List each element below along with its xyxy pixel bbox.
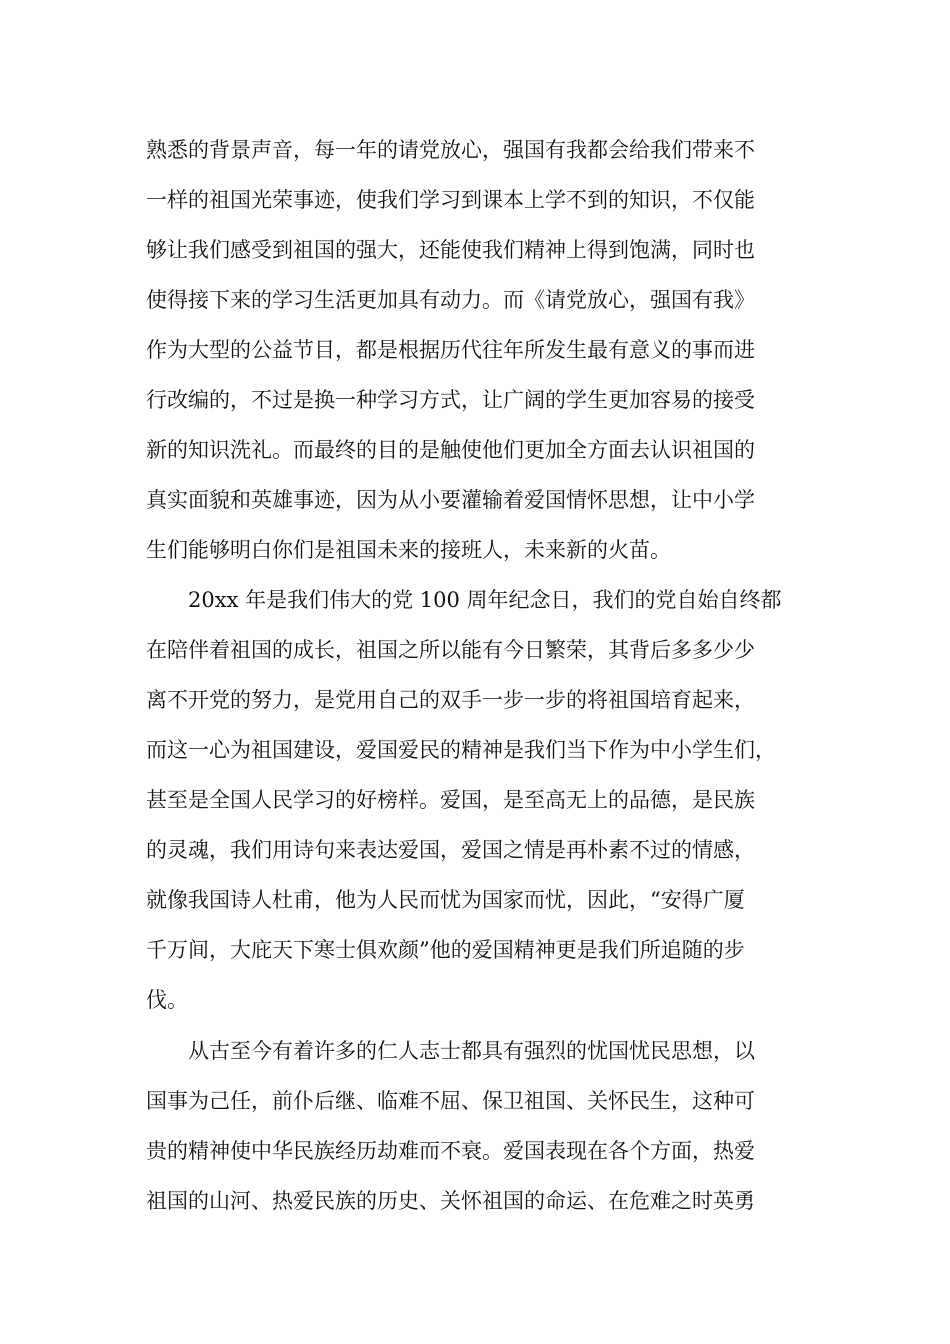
text-line: 而这一心为祖国建设，爱国爱民的精神是我们当下作为中小学生们，	[146, 738, 776, 762]
text-line: 祖国的山河、热爱民族的历史、关怀祖国的命运、在危难之时英勇	[146, 1189, 755, 1213]
text-line: 一样的祖国光荣事迹，使我们学习到课本上学不到的知识，不仅能	[146, 188, 755, 212]
text-line: 行改编的，不过是换一种学习方式，让广阔的学生更加容易的接受	[146, 388, 755, 412]
text-line: 的灵魂，我们用诗句来表达爱国，爱国之情是再朴素不过的情感，	[146, 838, 755, 862]
text-line: 生们能够明白你们是祖国未来的接班人，未来新的火苗。	[146, 538, 671, 562]
text-line: 贵的精神使中华民族经历劫难而不衰。爱国表现在各个方面，热爱	[146, 1139, 755, 1163]
text-line: 真实面貌和英雄事迹，因为从小要灌输着爱国情怀思想，让中小学	[146, 488, 755, 512]
text-line: 甚至是全国人民学习的好榜样。爱国，是至高无上的品德，是民族	[146, 788, 755, 812]
text-line: 熟悉的背景声音，每一年的请党放心，强国有我都会给我们带来不	[146, 138, 755, 162]
text-line: 作为大型的公益节目，都是根据历代往年所发生最有意义的事而进	[146, 338, 755, 362]
text-line: 就像我国诗人杜甫，他为人民而忧为国家而忧，因此，“安得广厦	[146, 888, 745, 912]
text-line: 千万间，大庇天下寒士俱欢颜”他的爱国精神更是我们所追随的步	[146, 938, 745, 962]
text-line: 伐。	[146, 988, 188, 1012]
text-line: 从古至今有着许多的仁人志士都具有强烈的忧国忧民思想，以	[188, 1039, 755, 1063]
text-line: 新的知识洗礼。而最终的目的是触使他们更加全方面去认识祖国的	[146, 438, 755, 462]
text-line: 使得接下来的学习生活更加具有动力。而《请党放心，强国有我》	[146, 288, 755, 312]
text-line: 在陪伴着祖国的成长，祖国之所以能有今日繁荣，其背后多多少少	[146, 638, 755, 662]
text-line: 够让我们感受到祖国的强大，还能使我们精神上得到饱满，同时也	[146, 238, 755, 262]
text-line: 国事为己任，前仆后继、临难不屈、保卫祖国、关怀民生，这种可	[146, 1089, 755, 1113]
text-line: 离不开党的努力，是党用自己的双手一步一步的将祖国培育起来，	[146, 688, 755, 712]
text-line: 20xx 年是我们伟大的党 100 周年纪念日，我们的党自始自终都	[188, 588, 782, 612]
